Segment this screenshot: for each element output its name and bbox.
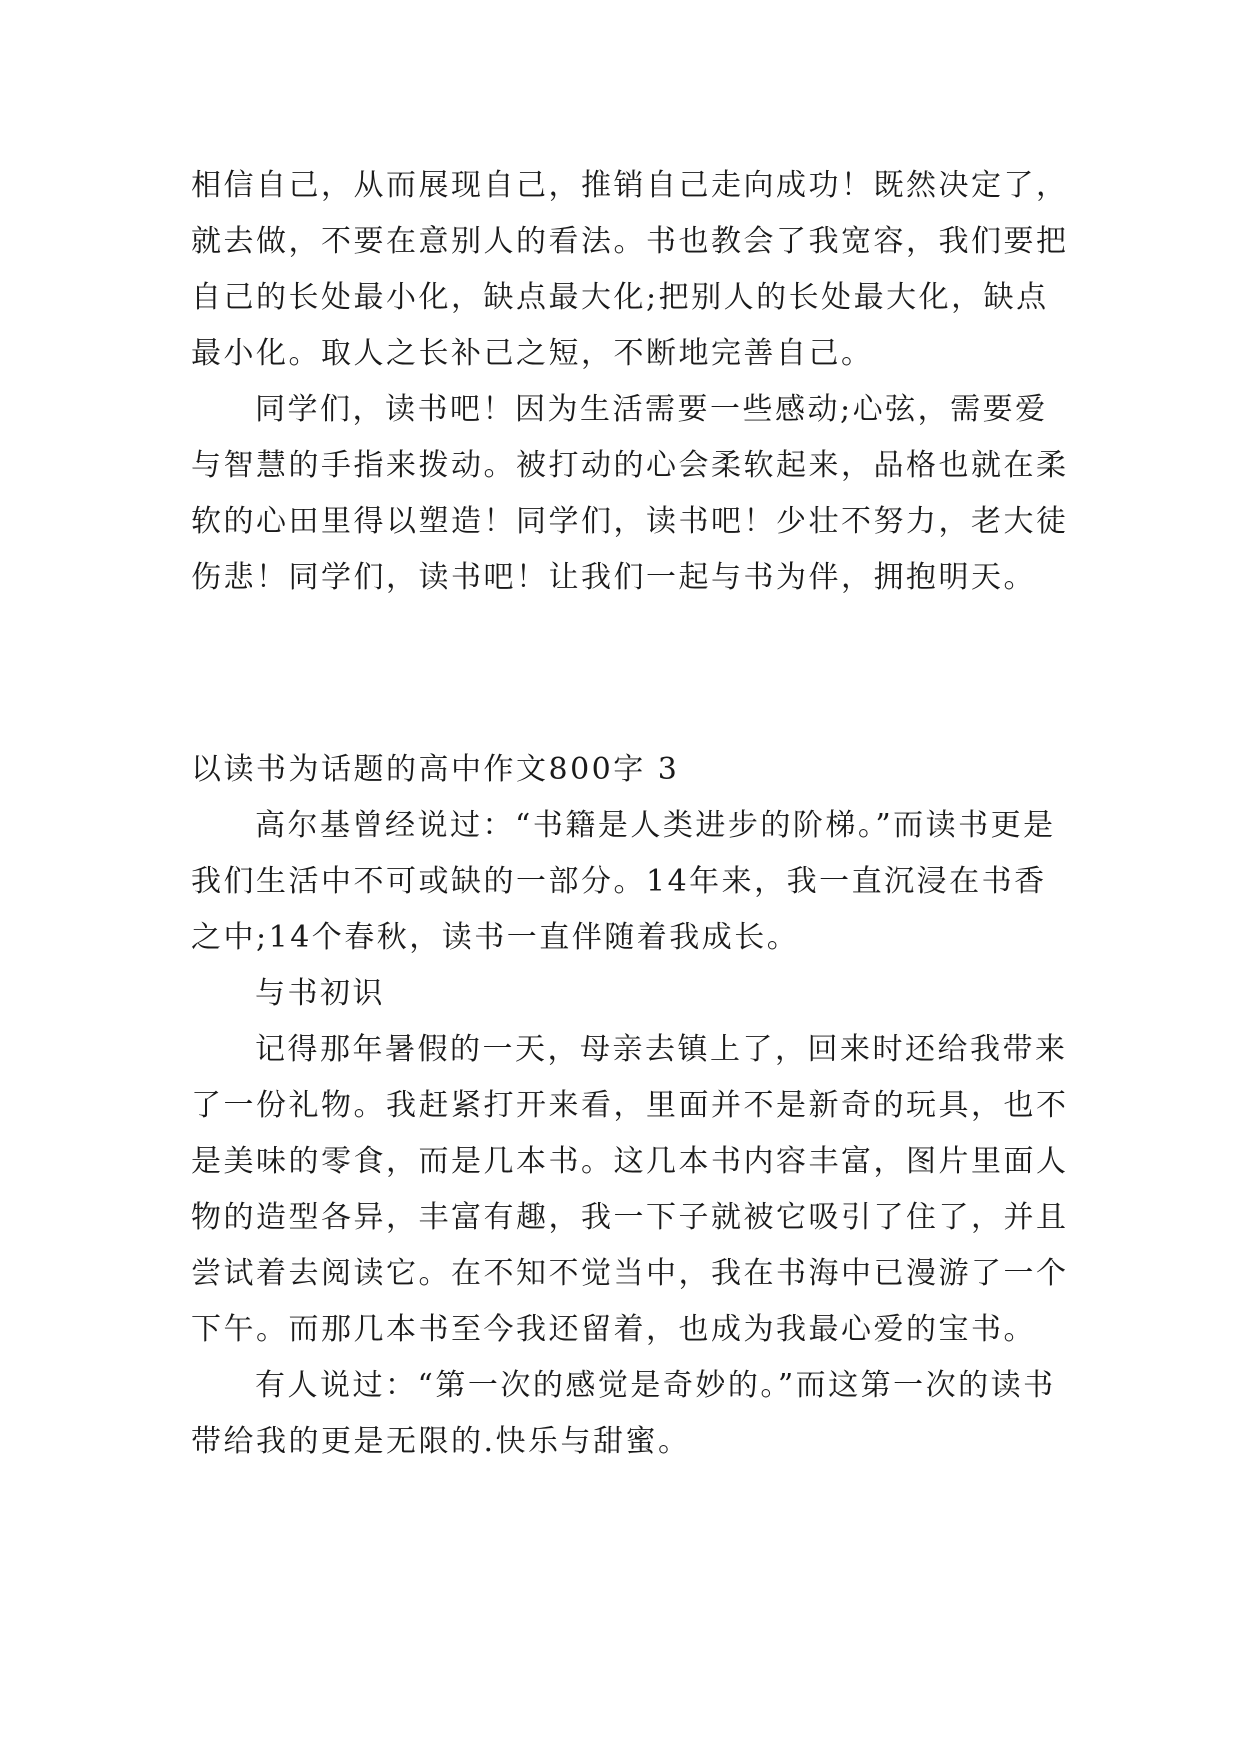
body-paragraph: 高尔基曾经说过：“书籍是人类进步的阶梯。”而读书更是我们生活中不可或缺的一部分。14年来，我一直沉浸在书香之中;14个春秋，读书一直伴随着我成长。 bbox=[191, 808, 1056, 955]
body-paragraph: 相信自己，从而展现自己，推销自己走向成功！既然决定了，就去做，不要在意别人的看法。书也教会了我宽容，我们要把自己的长处最小化，缺点最大化;把别人的长处最大化，缺点最小化。取人之长补己之短，不断地完善自己。 bbox=[191, 168, 1069, 371]
body-paragraph: 记得那年暑假的一天，母亲去镇上了，回来时还给我带来了一份礼物。我赶紧打开来看，里面并不是新奇的玩具，也不是美味的零食，而是几本书。这几本书内容丰富，图片里面人物的造型各异，丰富有趣，我一下子就被它吸引了住了，并且尝试着去阅读它。在不知不觉当中，我在书海中已漫游了一个下午。而那几本书至今我还留着，也成为我最心爱的宝书。 bbox=[191, 1032, 1069, 1347]
text-section-1 bbox=[191, 158, 1071, 606]
essay-title: 以读书为话题的高中作文800字 3 bbox=[191, 752, 680, 787]
body-paragraph: 同学们，读书吧！因为生活需要一些感动;心弦，需要爱与智慧的手指来拨动。被打动的心会柔软起来，品格也就在柔软的心田里得以塑造！同学们，读书吧！少壮不努力，老大徒伤悲！同学们，读书吧！让我们一起与书为伴，拥抱明天。 bbox=[191, 392, 1069, 595]
text-section-2 bbox=[191, 742, 1071, 1470]
body-paragraph: 有人说过：“第一次的感觉是奇妙的。”而这第一次的读书带给我的更是无限的.快乐与甜蜜。 bbox=[191, 1368, 1056, 1459]
section-subheading: 与书初识 bbox=[255, 976, 385, 1011]
